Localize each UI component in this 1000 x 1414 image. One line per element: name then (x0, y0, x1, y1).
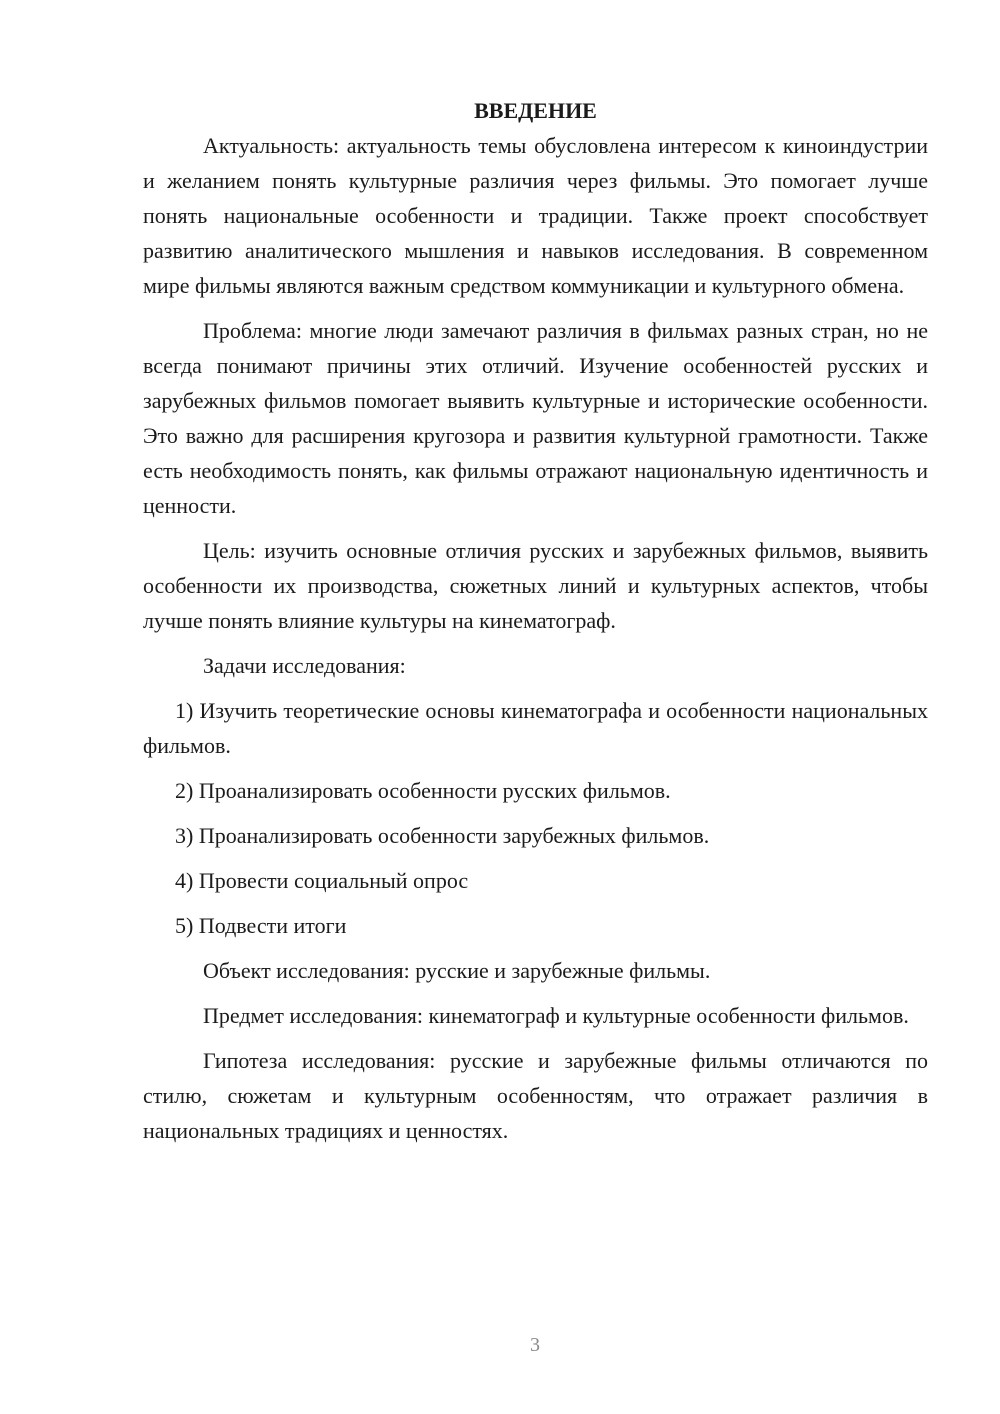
section-heading: ВВЕДЕНИЕ (474, 98, 597, 123)
object-paragraph: Объект исследования: русские и зарубежные фильмы. (203, 958, 711, 983)
document-body (143, 93, 928, 1158)
task-item-2: 2) Проанализировать особенности русских фильмов. (175, 778, 671, 803)
task-item-4: 4) Провести социальный опрос (175, 868, 469, 893)
task-item-3: 3) Проанализировать особенности зарубежных фильмов. (175, 823, 710, 848)
page-number: 3 (530, 1334, 540, 1356)
task-item-1: 1) Изучить теоретические основы кинематографа и особенности национальных фильмов. (143, 698, 928, 758)
subject-paragraph: Предмет исследования: кинематограф и культурные особенности фильмов. (203, 1003, 909, 1028)
hypothesis-paragraph: Гипотеза исследования: русские и зарубежные фильмы отличаются по стилю, сюжетам и культурным особенностям, что отражает различия в национальных традициях и ценностях. (143, 1048, 928, 1143)
task-item-5: 5) Подвести итоги (175, 913, 347, 938)
relevance-paragraph: Актуальность: актуальность темы обусловлена интересом к киноиндустрии и желанием понять культурные различия через фильмы. Это помогает лучше понять национальные особенности и традиции. Также проект способствует развитию аналитического мышления и навыков исследования. В современном мире фильмы являются важным средством коммуникации и культурного обмена. (143, 133, 928, 298)
problem-paragraph: Проблема: многие люди замечают различия в фильмах разных стран, но не всегда понимают причины этих отличий. Изучение особенностей русских и зарубежных фильмов помогает выявить культурные и исторические особенности. Это важно для расширения кругозора и развития культурной грамотности. Также есть необходимость понять, как фильмы отражают национальную идентичность и ценности. (143, 318, 928, 518)
tasks-heading: Задачи исследования: (203, 653, 406, 678)
goal-paragraph: Цель: изучить основные отличия русских и зарубежных фильмов, выявить особенности их производства, сюжетных линий и культурных аспектов, чтобы лучше понять влияние культуры на кинематограф. (143, 538, 928, 633)
